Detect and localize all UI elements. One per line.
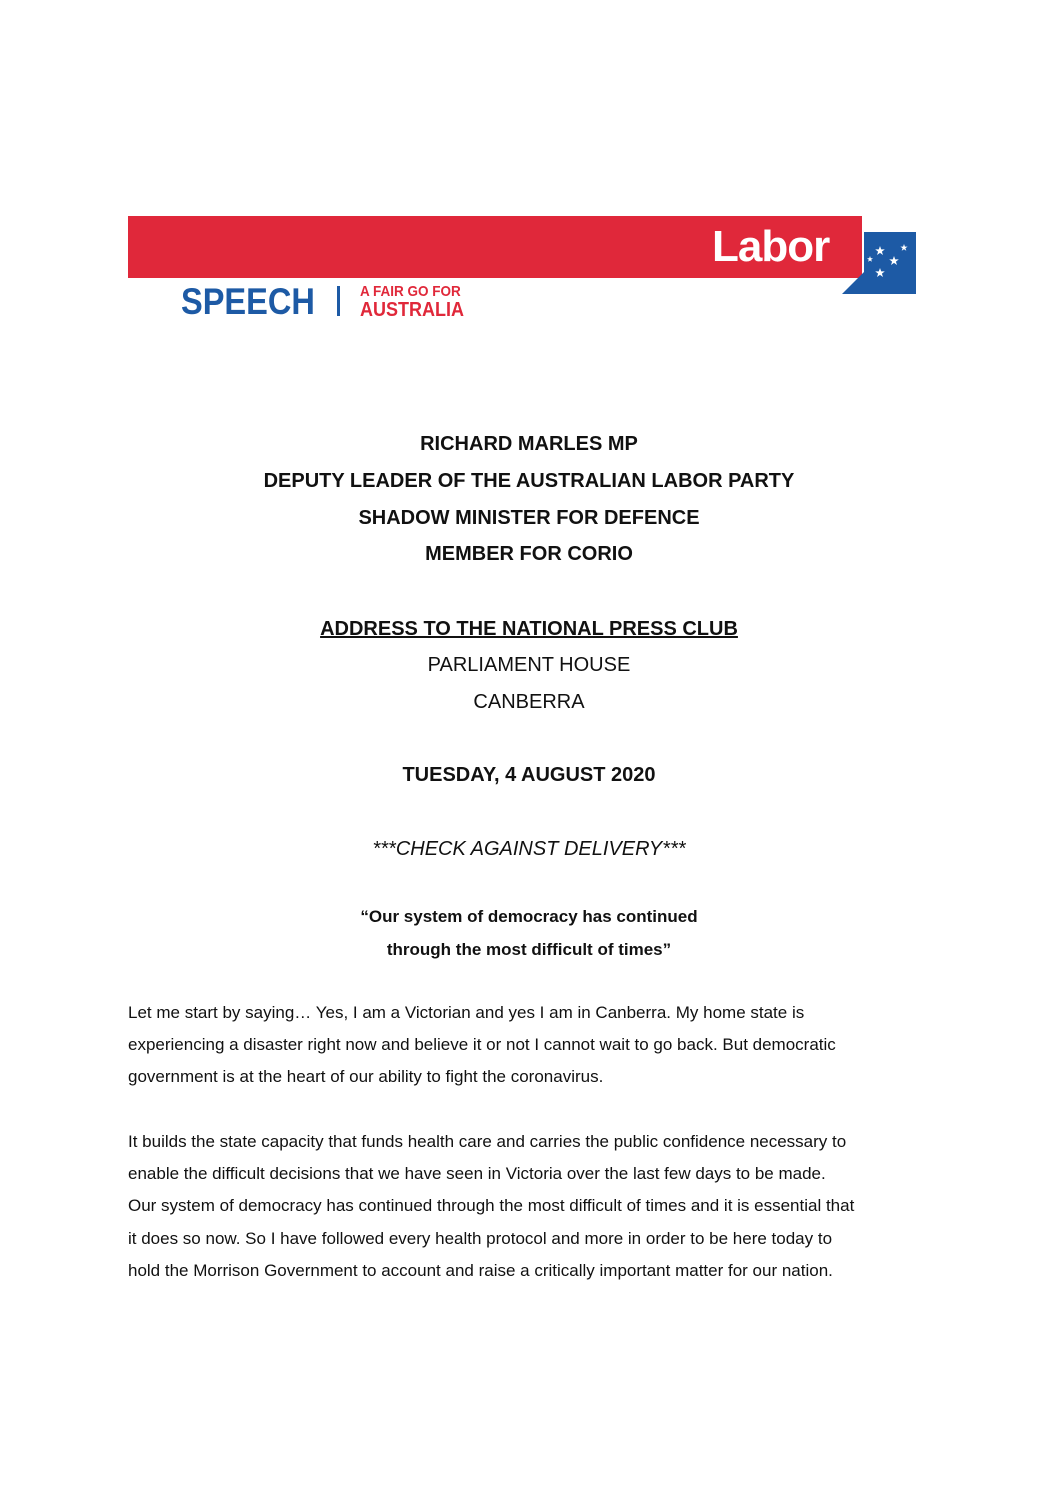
paragraph-line: it does so now. So I have followed every health protocol and more in order to be here today to [128,1228,833,1248]
paragraph-line: Our system of democracy has continued through the most difficult of times and it is essential that [128,1196,855,1216]
body-paragraph-2 [128,1126,938,1287]
body-paragraph-1 [128,997,938,1094]
speaker-role-deputy-leader: DEPUTY LEADER OF THE AUSTRALIAN LABOR PARTY [263,470,795,492]
tagline [360,284,464,320]
delivery-notice: ***CHECK AGAINST DELIVERY*** [372,838,686,860]
southern-cross-flag-icon [842,232,916,294]
paragraph-line: It builds the state capacity that funds health care and carries the public confidence necessary to [128,1132,847,1151]
labor-logo: Labor [712,222,830,271]
divider [337,286,340,316]
speech-label: SPEECH [181,281,315,322]
speaker-name: RICHARD MARLES MP [420,433,638,455]
event-title-text: ADDRESS TO THE NATIONAL PRESS CLUB [320,618,738,640]
paragraph-line: Let me start by saying… Yes, I am a Victorian and yes I am in Canberra. My home state is [128,1003,805,1022]
event-venue: PARLIAMENT HOUSE [427,654,631,676]
speaker-role-member: MEMBER FOR CORIO [425,543,633,565]
event-city: CANBERRA [473,691,585,713]
paragraph-line: hold the Morrison Government to account and raise a critically important matter for our nation. [128,1260,833,1280]
pull-quote-line1: “Our system of democracy has continued [360,907,698,926]
tagline-line2: AUSTRALIA [360,299,464,321]
speaker-role-shadow-minister: SHADOW MINISTER FOR DEFENCE [358,507,700,529]
paragraph-line: government is at the heart of our ability to fight the coronavirus. [128,1067,604,1087]
paragraph-line: enable the difficult decisions that we have seen in Victoria over the last few days to be made. [128,1164,826,1184]
event-date: TUESDAY, 4 AUGUST 2020 [402,764,656,786]
tagline-line1: A FAIR GO FOR [360,283,461,300]
paragraph-line: experiencing a disaster right now and believe it or not I cannot wait to go back. But democratic [128,1035,836,1055]
event-title [0,616,1058,642]
pull-quote-line2: through the most difficult of times” [386,940,672,959]
